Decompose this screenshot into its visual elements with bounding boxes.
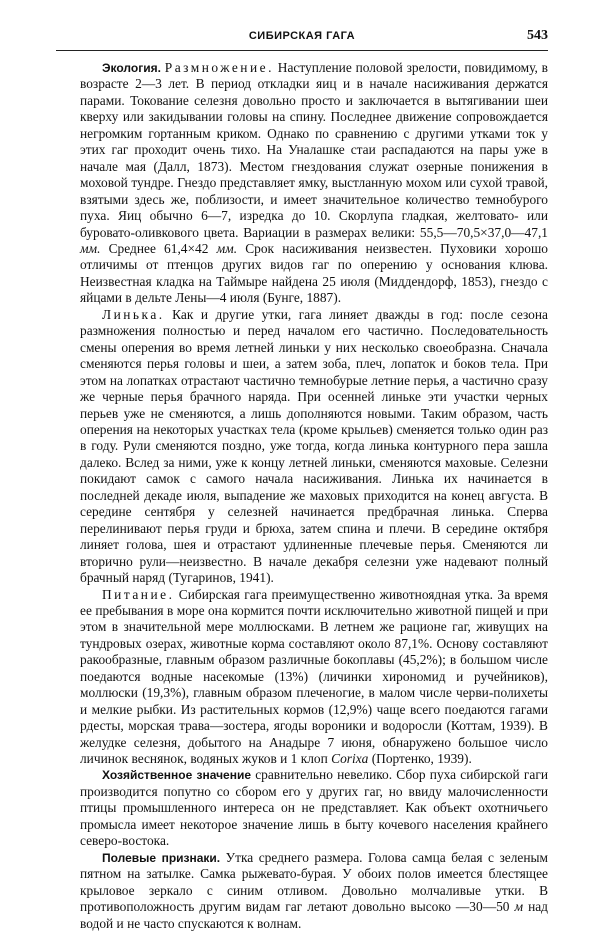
heading-economic-value: Хозяйственное значение [102, 768, 252, 783]
unit-mm: мм. [216, 240, 238, 256]
subheading-reproduction: Размножение. [164, 60, 274, 75]
heading-field-marks: Полевые признаки. [102, 850, 221, 865]
heading-ecology: Экология. [102, 61, 161, 75]
subheading-diet: Питание. [102, 586, 175, 602]
paragraph-text: сравнительно невелико. Сбор пуха сибирской гаги производится попутно со сбором его у других гаг, но ввиду малочисленности птицы промышленного интереса он не представляет. Как объект охотничьего промысла имеет некоторое значение лишь в быту кочевого населения крайнего северо-востока. [80, 767, 548, 849]
paragraph-diet [80, 587, 548, 768]
taxon-name: Corixa [331, 751, 369, 767]
paragraph-ecology [80, 60, 548, 307]
unit-mm: мм. [80, 240, 101, 256]
paragraph-text: Наступление половой зрелости, повидимому, в возрасте 2—3 лет. В период откладки яиц и в начале насиживания держатся парами. Токование селезня довольно просто и заключается в вытягивании шеи кверху или закидывании головы на спину. Последнее движение сопровождается негромким гортанным криком. Однако по сравнению с другими утками ток у этих гаг проходит очень тихо. На Уналашке стаи распадаются на пары уже в начале мая (Далл, 1873). Местом гнездования служат озерные понижения в моховой тундре. Гнездо представляет ямку, выстланную мохом или сухой травой, взятыми здесь же, поблизости, и имеет значительное количество темнобурого пуха. Яиц обычно 6—7, изредка до 10. Скорлупа гладкая, желтовато- или буровато-оливкового цвета. Вариации в размерах велики: 55,5—70,5×37,0—47,1 [80, 60, 549, 240]
page-title: СИБИРСКАЯ ГАГА [248, 30, 356, 42]
paragraph-text: Утка среднего размера. Голова самца белая с зеленым пятном на затылке. Самка рыжевато-бурая. У обоих полов имеется блестящее крыловое зеркало с синим отливом. Довольно молчаливые утки. В противоположность другим видам гаг летают довольно высоко —30—50 [80, 849, 548, 915]
paragraph-field-marks [80, 850, 548, 932]
paragraph-text: Сибирская гага преимущественно животноядная утка. За время ее пребывания в море она кормится почти исключительно животной пищей и при этом в значительной мере моллюсками. В летнем же рационе гаг, живущих на тундровых озерах, животные корма составляют около 87,1%. Основу составляют ракообразные, главным образом различные бокоплавы (45,2%); в большом числе поедаются водные насекомые (13%) (личинки хирономид и ручейников), моллюски (19,3%), главным образом плеченогие, в малом числе черви-полихеты и мелкие рыбки. Из растительных кормов (12,9%) чаще всего поедаются гагами рдесты, морская трава—зостера, ягоды вороники и водоросли (Коттам, 1939). В желудке селезня, добытого на Анадыре 7 июня, обнаружено большое число личинок веснянок, водяных жуков и 1 клоп [80, 586, 548, 767]
header-rule [56, 50, 548, 51]
paragraph-molt [80, 307, 548, 587]
subheading-molt: Линька. [102, 306, 165, 322]
paragraph-text: (Портенко, 1939). [371, 751, 472, 767]
unit-m: м [514, 899, 524, 915]
running-head [56, 30, 548, 50]
paragraph-text: Как и другие утки, гага линяет дважды в год: после сезона размножения полностью и перед началом его частично. Последовательность смены оперения во время летней линьки у них несколько своеобразна. Сначала сменяются перья головы и шеи, а затем зоба, плеч, лопаток и боков тела. При этом на лопатках отрастают частично темнобурые летние перья, а частично сразу же черные перья брачного наряда. При осенней линьке эти участки черных перьев уже не сменяются, а лишь дополняются новыми. Таким образом, часть оперения на некоторых участках тела (кроме крыльев) сменяется только один раз в году. Рули сменяются поздно, уже тогда, когда линька контурного пера зашла далеко. Вслед за ними, уже к концу летней линьки, сменяются маховые. Селезни покидают самок с самого начала насиживания. Линька их начинается в последней декаде июля, выпадение же маховых приходится на конец августа. В середине сентября у селезней начинается предбрачная линька. Сперва перелинивают перья груди и брюха, затем спина и плечи. В середине октября линяет голова, шея и отрастают удлиненные плечевые перья. Сменяются ли вторично рули—неизвестно. В начале декабря селезни уже надевают полный брачный наряд (Тугаринов, 1941). [80, 306, 548, 586]
paragraph-text: Среднее 61,4×42 [108, 240, 209, 256]
paragraph-economic-value [80, 767, 548, 849]
article-body [80, 60, 548, 932]
page-number: 543 [527, 28, 548, 43]
paragraph-text: Срок насиживания неизвестен. Пуховики хорошо отличимы от птенцов других видов гаг по оперению у основания клюва. Неизвестная кладка на Таймыре найдена 25 июля (Миддендорф, 1853), гнездо с яйцами в дельте Лены—4 июля (Бунге, 1887). [80, 240, 548, 306]
paragraph-text: над водой и не часто спускаются к волнам. [80, 899, 548, 931]
